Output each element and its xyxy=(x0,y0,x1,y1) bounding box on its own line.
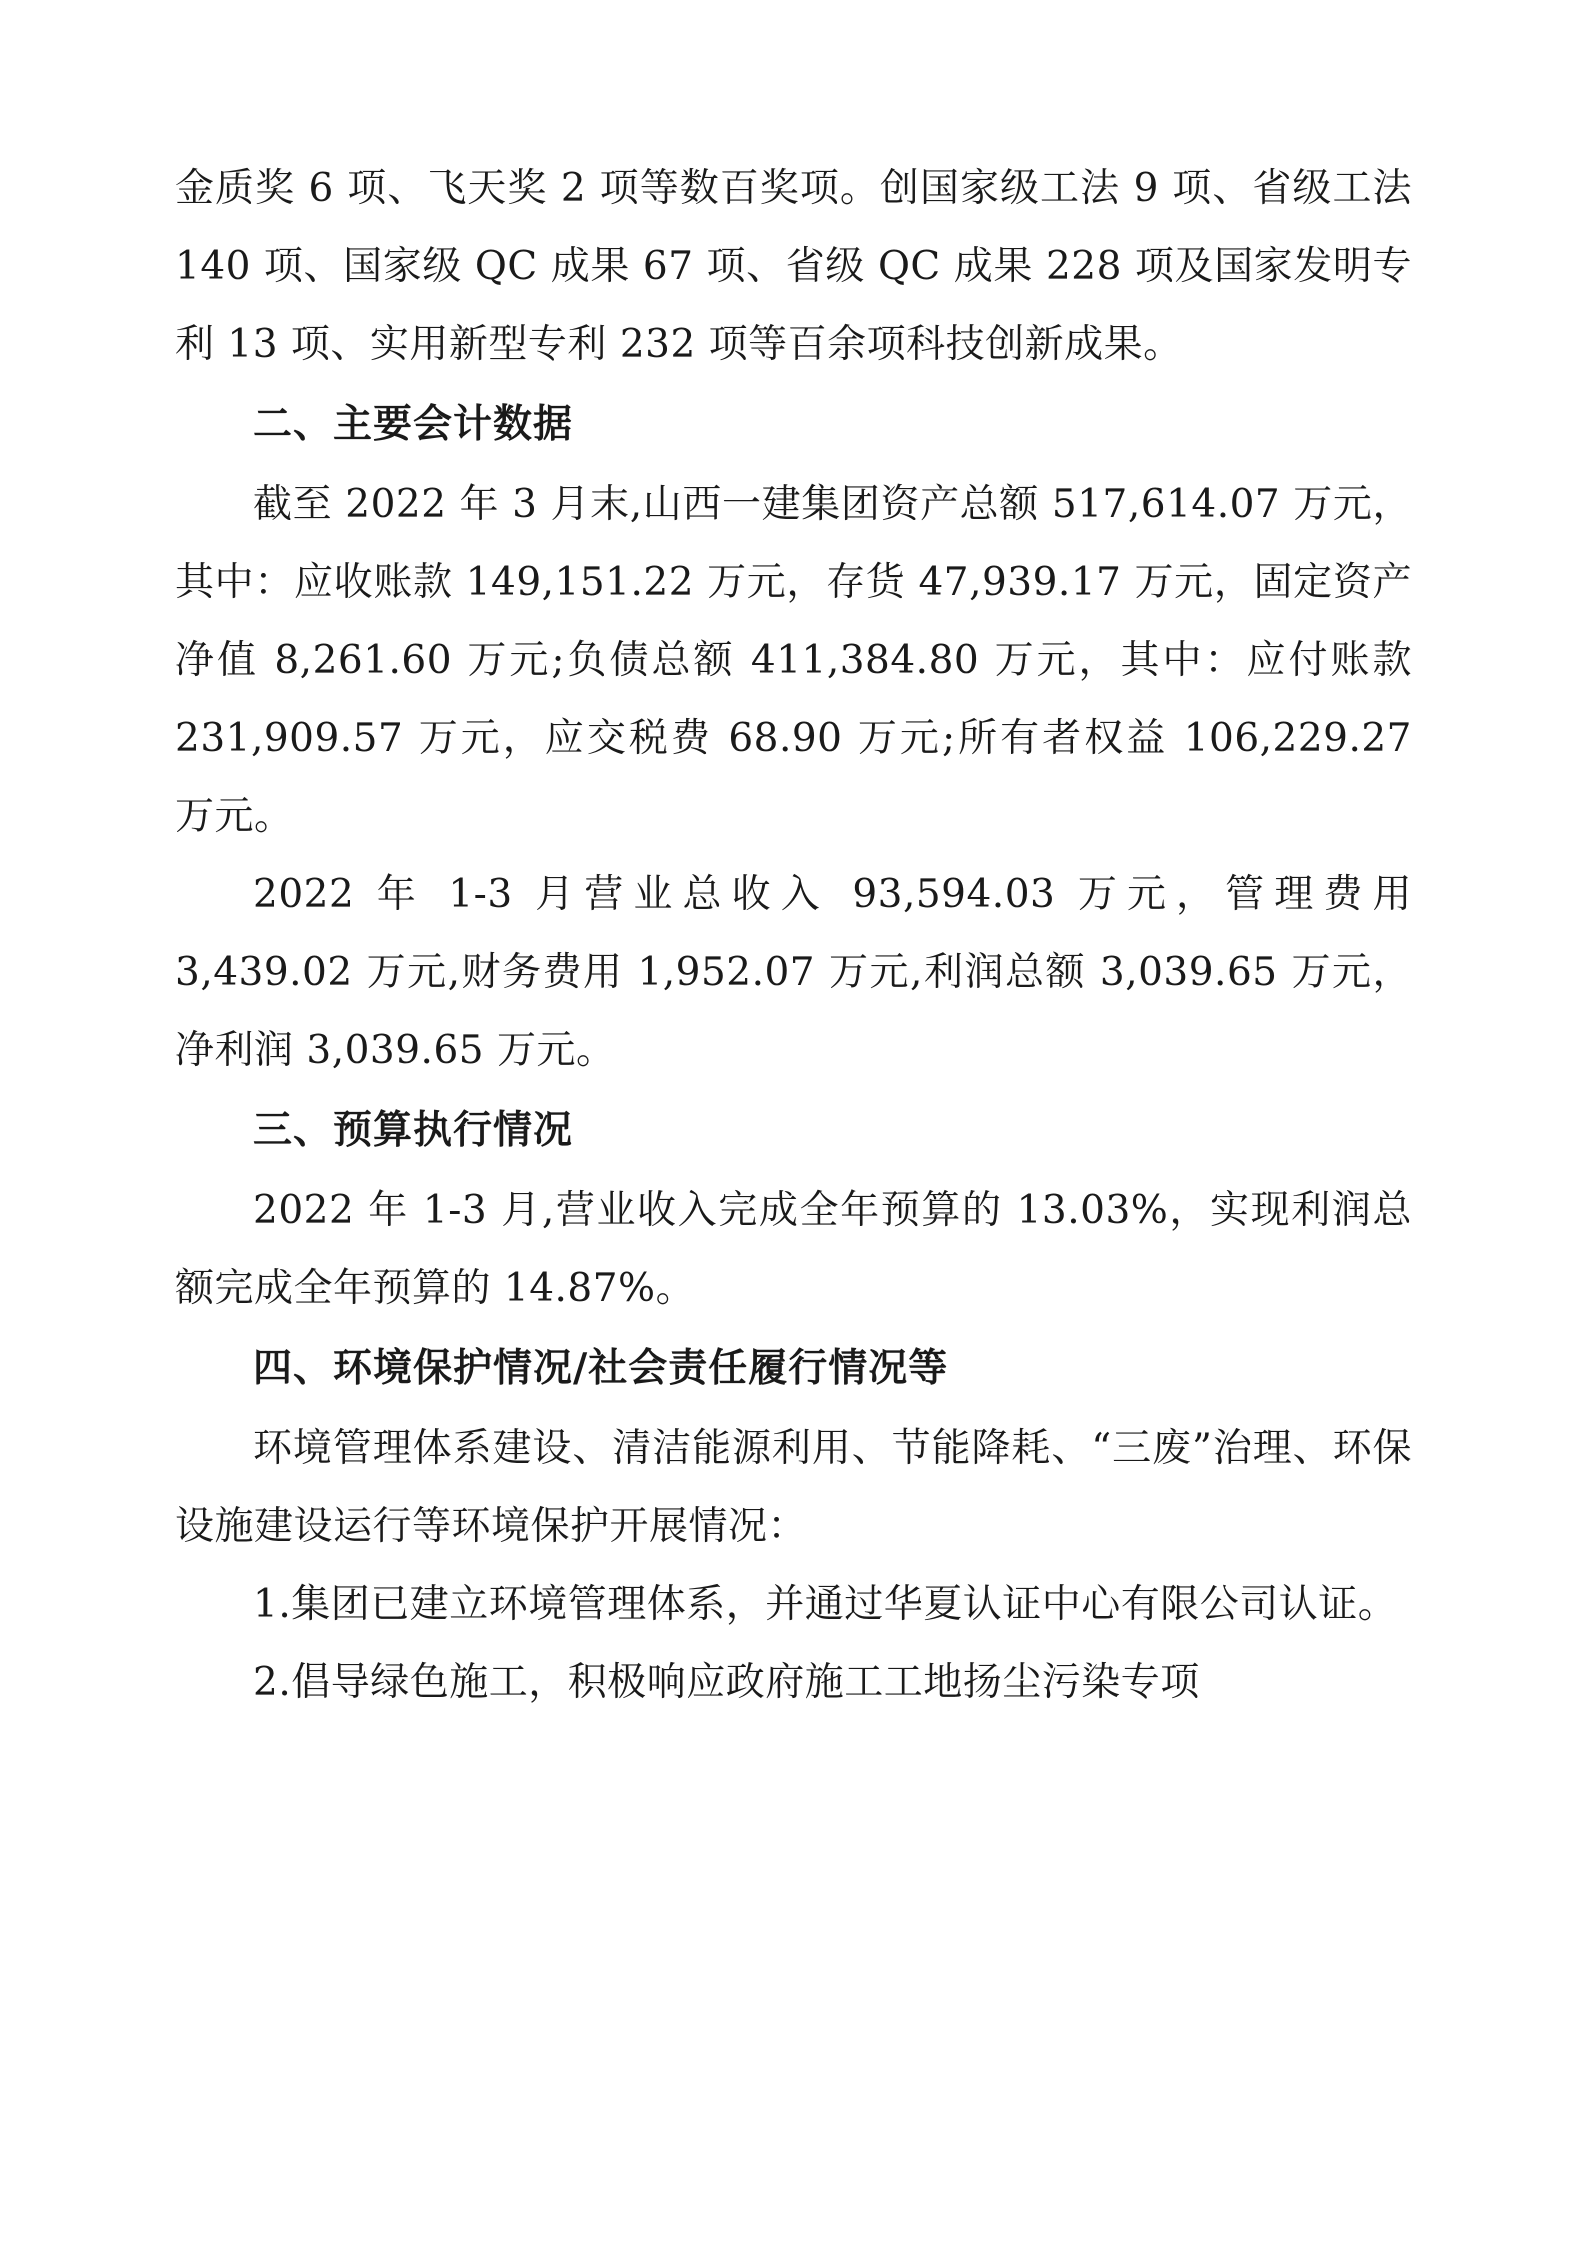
paragraph-awards-continued: 金质奖 6 项、飞天奖 2 项等数百奖项。创国家级工法 9 项、省级工法 140 项、国家级 QC 成果 67 项、省级 QC 成果 228 项及国家发明专利 13 项、实用新型专利 232 项等百余项科技创新成果。 xyxy=(175,166,1412,367)
document-body xyxy=(175,150,1412,1722)
heading-budget-execution: 三、预算执行情况 xyxy=(253,1108,574,1153)
paragraph-environment-item-1: 1.集团已建立环境管理体系，并通过华夏认证中心有限公司认证。 xyxy=(253,1582,1398,1627)
paragraph-total-assets: 截至 2022 年 3 月末,山西一建集团资产总额 517,614.07 万元，其中：应收账款 149,151.22 万元，存货 47,939.17 万元，固定资产净值 8,261.60 万元;负债总额 411,384.80 万元，其中：应付账款 231,909.57 万元，应交税费 68.90 万元;所有者权益 106,229.27 万元。 xyxy=(175,482,1412,839)
paragraph-environment-intro: 环境管理体系建设、清洁能源利用、节能降耗、“三废”治理、环保设施建设运行等环境保护开展情况： xyxy=(175,1426,1412,1549)
paragraph-operating-revenue: 2022 年 1-3 月营业总收入 93,594.03 万元，管理费用 3,439.02 万元,财务费用 1,952.07 万元,利润总额 3,039.65 万元，净利润 3,039.65 万元。 xyxy=(175,872,1412,1073)
paragraph-environment-item-2: 2.倡导绿色施工，积极响应政府施工工地扬尘污染专项 xyxy=(253,1660,1200,1705)
heading-environmental-protection: 四、环境保护情况/社会责任履行情况等 xyxy=(253,1346,949,1391)
paragraph-budget-execution: 2022 年 1-3 月,营业收入完成全年预算的 13.03%，实现利润总额完成全年预算的 14.87%。 xyxy=(175,1188,1412,1311)
heading-main-accounting-data: 二、主要会计数据 xyxy=(253,402,574,447)
